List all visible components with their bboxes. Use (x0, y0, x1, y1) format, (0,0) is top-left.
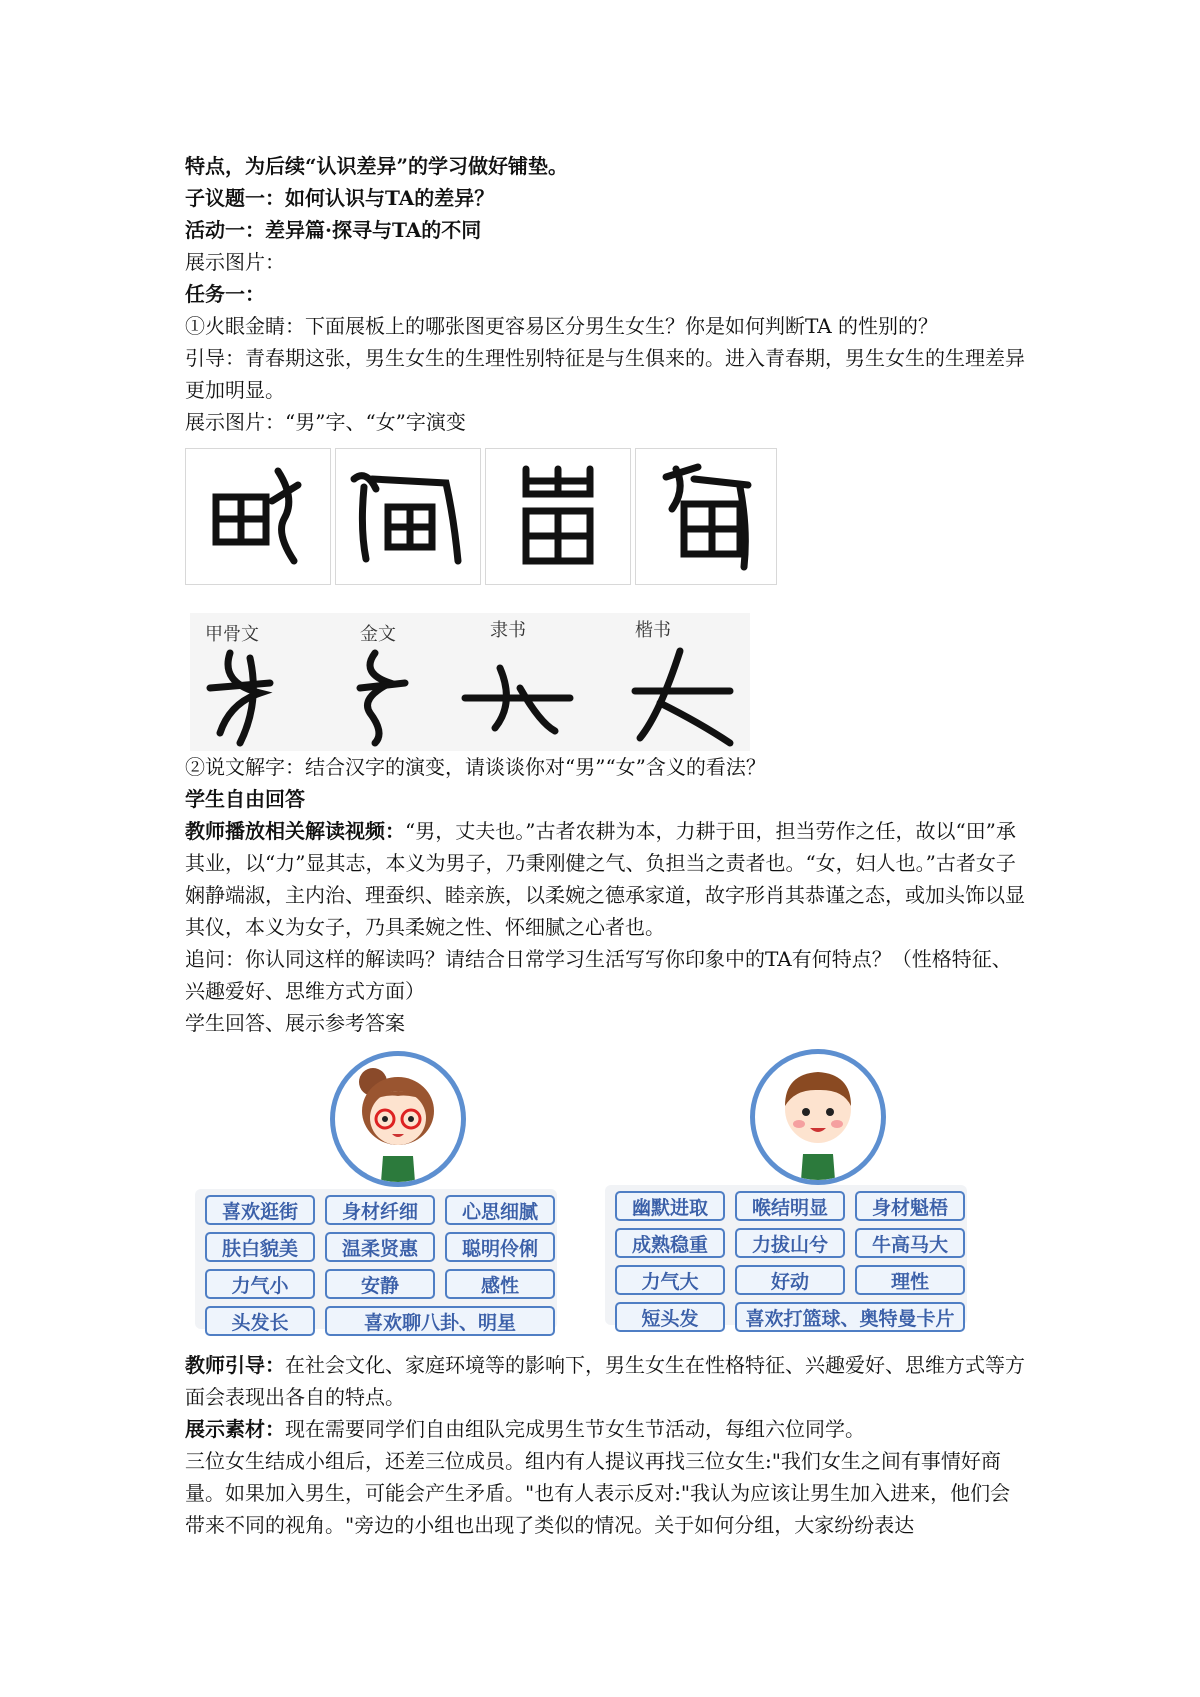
student-free-answer: 学生自由回答 (185, 787, 305, 811)
girl-tag: 头发长 (205, 1306, 315, 1336)
nv-label-regular: 楷书 (635, 620, 671, 641)
girl-tag: 聪明伶俐 (445, 1232, 555, 1262)
video-text: “男，丈夫也。”古者农耕为本，力耕于田，担当劳作之任，故以“田”承其业，以“力”显其志，本义为男子，乃秉刚健之气、负担当之责者也。“女，妇人也。”古者女子娴静端淑，主内治、理蚕织、睦亲族，以柔婉之德承家道，故字形肖其恭谨之态，或加头饰以显其仪，本义为女子，乃具柔婉之性、怀细腻之心者也。 (185, 819, 1025, 939)
nan-regular-glyph (635, 448, 777, 585)
boy-tag: 力气大 (615, 1265, 725, 1295)
nan-oracle-glyph (185, 448, 331, 585)
material-paragraph (185, 1413, 1030, 1445)
girl-tag: 安静 (325, 1269, 435, 1299)
girl-tag: 心思细腻 (445, 1195, 555, 1225)
task-heading: 任务一： (185, 282, 265, 306)
girl-tag: 肤白貌美 (205, 1232, 315, 1262)
nv-glyphs (190, 643, 750, 751)
teacher-guide-text: 在社会文化、家庭环境等的影响下，男生女生在性格特征、兴趣爱好、思维方式等方面会表现出各自的特点。 (185, 1353, 1025, 1409)
guide-paragraph: 引导：青春期这张，男生女生的生理性别特征是与生俱来的。进入青春期，男生女生的生理差异更加明显。 (185, 346, 1025, 402)
video-label: 教师播放相关解读视频： (185, 819, 405, 843)
question-one: ①火眼金睛：下面展板上的哪张图更容易区分男生女生？你是如何判断TA 的性别的？ (185, 314, 939, 338)
activity-heading: 活动一：差异篇·探寻与TA的不同 (185, 218, 482, 242)
nv-label-oracle: 甲骨文 (205, 624, 259, 645)
boy-tag: 短头发 (615, 1302, 725, 1332)
intro-line: 特点，为后续“认识差异”的学习做好铺垫。 (185, 154, 569, 178)
boy-tag: 幽默进取 (615, 1191, 725, 1221)
boy-tag: 喜欢打篮球、奥特曼卡片 (735, 1302, 965, 1332)
nv-label-clerical: 隶书 (490, 620, 526, 641)
girl-tag: 身材纤细 (325, 1195, 435, 1225)
nan-evolution-image (185, 448, 775, 583)
teacher-guide-paragraph (185, 1349, 1030, 1413)
answer-show-line: 学生回答、展示参考答案 (185, 1011, 405, 1035)
boy-tag: 牛高马大 (855, 1228, 965, 1258)
material-text: 现在需要同学们自由组队完成男生节女生节活动，每组六位同学。 (285, 1417, 865, 1441)
girl-avatar (330, 1051, 466, 1187)
boy-tag: 好动 (735, 1265, 845, 1295)
nan-bronze-glyph (335, 448, 481, 585)
teacher-guide-label: 教师引导： (185, 1353, 285, 1377)
boy-tag: 力拔山兮 (735, 1228, 845, 1258)
nan-clerical-glyph (485, 448, 631, 585)
question-two: ②说文解字：结合汉字的演变，请谈谈你对“男”“女”含义的看法？ (185, 755, 766, 779)
boy-tag: 喉结明显 (735, 1191, 845, 1221)
show-image-line: 展示图片： (185, 250, 285, 274)
video-paragraph (185, 815, 1030, 943)
sub-topic-heading: 子议题一：如何认识与TA的差异？ (185, 186, 495, 210)
followup-question: 追问：你认同这样的解读吗？请结合日常学习生活写写你印象中的TA有何特点？（性格特征、兴趣爱好、思维方式方面） (185, 947, 1012, 1003)
boy-tag: 身材魁梧 (855, 1191, 965, 1221)
traits-illustration (185, 1049, 1030, 1349)
show-character-evolution: 展示图片：“男”字、“女”字演变 (185, 410, 466, 434)
story-paragraph: 三位女生结成小组后，还差三位成员。组内有人提议再找三位女生:"我们女生之间有事情好商量。如果加入男生，可能会产生矛盾。"也有人表示反对:"我认为应该让男生加入进来，他们会带来不同的视角。"旁边的小组也出现了类似的情况。关于如何分组，大家纷纷表达 (185, 1449, 1011, 1537)
boy-tag: 成熟稳重 (615, 1228, 725, 1258)
girl-tag: 喜欢逛街 (205, 1195, 315, 1225)
boy-tag: 理性 (855, 1265, 965, 1295)
nv-evolution-image (190, 613, 750, 751)
document-page (185, 150, 1030, 1541)
material-label: 展示素材： (185, 1417, 285, 1441)
girl-tag: 力气小 (205, 1269, 315, 1299)
girl-tag: 感性 (445, 1269, 555, 1299)
boy-avatar (750, 1049, 886, 1185)
girl-tag: 喜欢聊八卦、明星 (325, 1306, 555, 1336)
girl-tag: 温柔贤惠 (325, 1232, 435, 1262)
nv-label-bronze: 金文 (360, 624, 396, 645)
